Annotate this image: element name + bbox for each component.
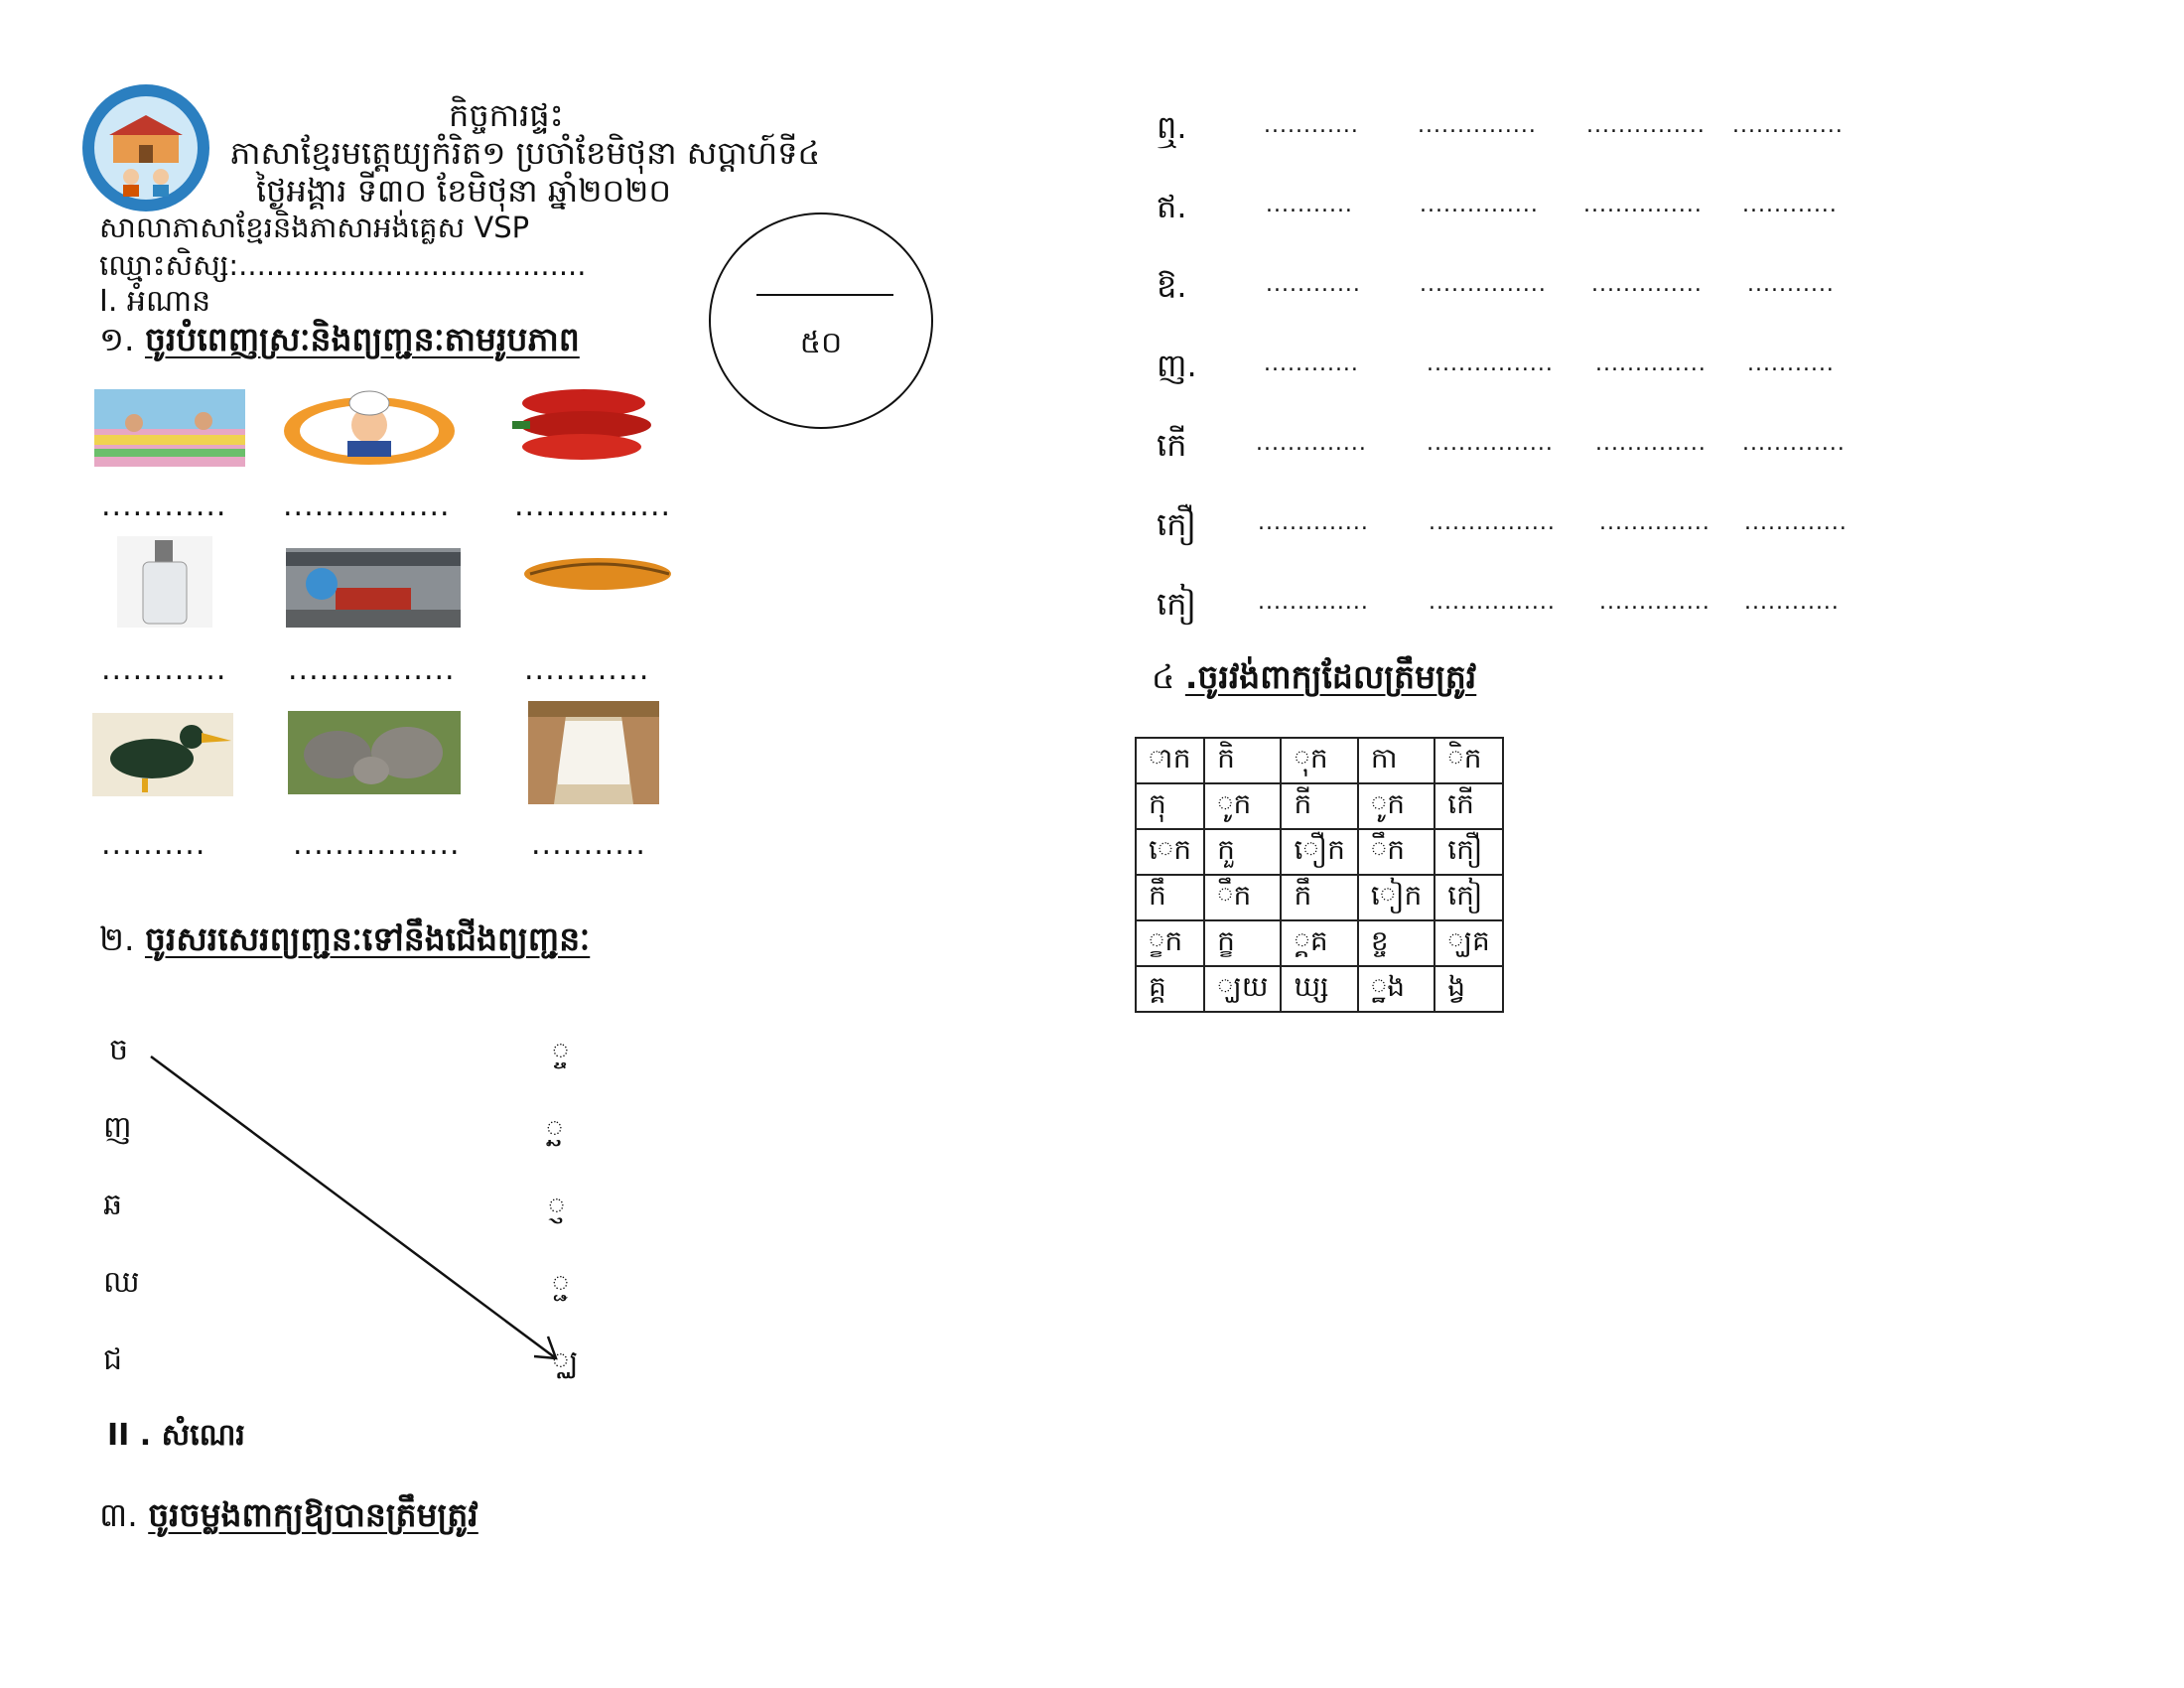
copy-blank: ........... [1747,352,1835,376]
school-logo [79,81,212,214]
copy-blank: .............. [1258,590,1369,615]
copy-blank: ............. [1742,431,1845,456]
grid-cell[interactable]: ង្វ [1434,966,1503,1012]
copy-row-label: កើ [1157,426,1187,464]
grid-cell[interactable]: កិ [1204,738,1281,783]
grid-cell[interactable]: គ្គ [1136,966,1204,1012]
copy-row-label: ឮ. [1157,108,1187,146]
consonant-3: ឆ [103,1188,123,1222]
ex1-blank-6: ............ [524,652,650,687]
grid-row [1136,783,1503,829]
grid-cell[interactable]: ូក [1358,783,1434,829]
page-date: ថ្ងៃអង្គារ ទី៣០ ខែមិថុនា ឆ្នាំ២០២០ [256,172,672,210]
copy-blank: ................ [1420,272,1547,297]
grid-cell[interactable]: ូក [1204,783,1281,829]
grid-row [1136,966,1503,1012]
ex1-blank-4: ............ [101,652,227,687]
grid-cell[interactable]: កឹ [1281,875,1357,920]
student-name-field: ឈ្មោះសិស្ស:...................................... [99,248,587,282]
page-title: កិច្ចការផ្ទះ [449,96,564,134]
copy-row-label: ញ. [1157,347,1197,384]
grid-cell[interactable]: កី [1281,783,1357,829]
train-station-picture [286,548,461,628]
chili-picture [506,381,659,465]
copy-row-label: ឥ. [1157,188,1187,225]
ex1-blank-8: ................ [293,827,461,862]
grid-cell[interactable]: កុ [1136,783,1204,829]
exercise3-title [99,1495,478,1543]
exercise2-text: ចូរសរសេរព្យញ្ជនៈទៅនឹងជើងព្យញ្ជនៈ [144,919,591,958]
grid-row [1136,920,1503,966]
grid-cell[interactable]: ឹក [1358,829,1434,875]
exercise4-text: .ចូរវង់ពាក្យដែលត្រឹមត្រូវ [1184,657,1477,696]
subscript-1: ្ច [552,1035,570,1069]
score-total: ៥០ [799,326,843,360]
score-circle [709,212,933,429]
grid-cell[interactable]: កើ [1434,783,1503,829]
subscript-2: ្ឆ [546,1112,564,1147]
grid-cell[interactable]: ្ឃគ [1434,920,1503,966]
copy-blank: ............ [1264,352,1359,376]
copy-blank: ........... [1266,193,1353,217]
copy-blank: ............. [1744,510,1847,535]
exercise2-title [99,919,590,967]
grid-cell[interactable]: ៀក [1358,875,1434,920]
grid-cell[interactable]: េក [1136,829,1204,875]
consonant-4: ឈ [103,1265,140,1300]
grid-cell[interactable]: កា [1358,738,1434,783]
grid-cell[interactable]: កឿ [1434,829,1503,875]
word-grid [1135,737,1504,1013]
copy-blank: ............ [1744,590,1840,615]
copy-blank: ................ [1427,431,1554,456]
grid-row [1136,875,1503,920]
school-name: សាលាភាសាខ្មែរនិងភាសាអង់គ្លេស VSP [99,211,530,244]
grid-row [1136,829,1503,875]
grid-cell[interactable]: ិក [1434,738,1503,783]
grid-cell[interactable]: ឹក [1204,875,1281,920]
copy-blank: .............. [1258,510,1369,535]
copy-blank: .............. [1595,431,1706,456]
grid-cell[interactable]: ឃ្ស [1281,966,1357,1012]
copy-blank: .............. [1732,113,1843,138]
copy-row-label: ឱ. [1157,267,1187,305]
grid-cell[interactable]: ុក [1281,738,1357,783]
ex1-blank-2: ................ [283,489,451,523]
consonant-1: ច [109,1033,129,1067]
exercise1-text: ចូរបំពេញស្រៈនិងព្យញ្ជនៈតាមរូបភាព [144,320,580,358]
grid-cell[interactable]: ខ្ច [1358,920,1434,966]
grid-cell[interactable]: ្ឋង [1358,966,1434,1012]
ex1-blank-9: ........... [531,827,646,862]
exercise4-number: ៤ [1152,657,1175,696]
consonant-5: ជ [103,1342,123,1377]
copy-blank: ............ [1264,113,1359,138]
copy-blank: .............. [1599,590,1710,615]
exercise2-number: ២. [99,919,135,958]
copy-blank: .............. [1256,431,1367,456]
grid-cell[interactable]: កួ [1204,829,1281,875]
pool-picture [94,389,245,467]
grid-cell[interactable]: កឹ [1136,875,1204,920]
subscript-4: ្ជ [552,1267,570,1302]
curtain-window-picture [528,701,659,804]
exercise3-number: ៣. [99,1495,138,1534]
ex1-blank-5: ................ [288,652,456,687]
caterpillar-picture [516,544,675,606]
grid-cell[interactable]: កៀ [1434,875,1503,920]
score-line [756,294,893,296]
grid-cell[interactable]: ក្ខ [1204,920,1281,966]
bird-picture [92,713,233,796]
copy-blank: ............ [1742,193,1838,217]
copy-blank: ............... [1586,113,1706,138]
copy-blank: ............... [1418,113,1537,138]
example-match-arrow [139,1043,576,1380]
grid-cell[interactable]: ាក [1136,738,1204,783]
subscript-3: ្ញ [548,1190,566,1224]
grid-row [1136,738,1503,783]
ex1-blank-3: ............... [514,489,672,523]
copy-blank: ........... [1747,272,1835,297]
copy-blank: ............... [1583,193,1703,217]
copy-blank: .............. [1599,510,1710,535]
grid-cell[interactable]: ឿក [1281,829,1357,875]
grid-cell[interactable]: ្ខក [1136,920,1204,966]
copy-blank: .............. [1591,272,1703,297]
section-reading: I. អំណាន [99,284,211,319]
copy-blank: ................ [1429,510,1556,535]
page-subtitle: ភាសាខ្មែរមត្តេយ្យកំរិត១ ប្រចាំខែមិថុនា សប្ដាហ៍ទី៤ [230,134,821,172]
grid-cell[interactable]: ្ឃយ [1204,966,1281,1012]
exercise3-text: ចូរចម្លងពាក្យឱ្យបានត្រឹមត្រូវ [148,1495,478,1534]
copy-blank: .............. [1595,352,1706,376]
section-writing: II . សំណេរ [107,1418,245,1453]
consonant-2: ញ [103,1110,132,1145]
exercise1-title [99,320,580,367]
copy-blank: ............ [1266,272,1361,297]
copy-row-label: កឿ [1157,505,1196,543]
copy-blank: ............... [1420,193,1539,217]
exercise1-number: ១. [99,320,135,358]
bottle-picture [117,536,212,628]
subscript-5: ្ឈ [552,1344,579,1379]
ex1-blank-7: .......... [101,827,206,862]
copy-blank: ................ [1427,352,1554,376]
elephants-picture [288,711,461,794]
copy-row-label: កៀ [1157,585,1196,623]
copy-blank: ................ [1429,590,1556,615]
chef-picture [278,381,461,467]
ex1-blank-1: ............ [101,489,227,523]
grid-cell[interactable]: ្គគ [1281,920,1357,966]
exercise4-title [1152,657,1476,705]
